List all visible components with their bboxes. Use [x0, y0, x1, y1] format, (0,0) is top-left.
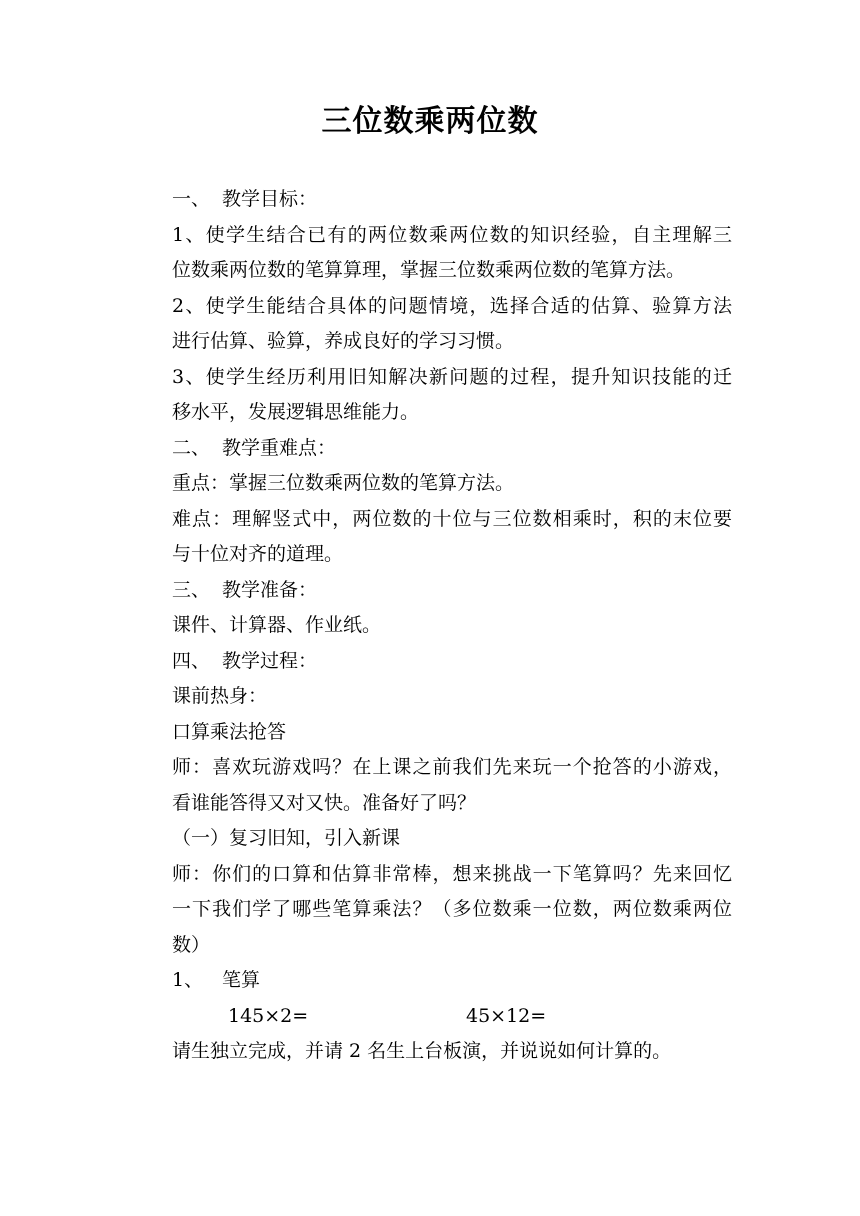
section-heading-text: 教学目标：	[222, 188, 318, 210]
key-point-line: 重点：掌握三位数乘两位数的笔算方法。	[172, 472, 515, 494]
section-heading-text: 教学过程：	[222, 649, 318, 672]
section-heading-process	[172, 644, 732, 680]
formula-1: 145×2=	[228, 1004, 309, 1027]
section-heading-key-points	[172, 431, 732, 467]
formula-row	[172, 999, 732, 1035]
oral-quiz-line: 口算乘法抢答	[172, 720, 287, 743]
document-body	[172, 182, 732, 1070]
section-number: 三、	[172, 578, 211, 601]
objective-1-line-2: 位数乘两位数的笔算算理，掌握三位数乘两位数的笔算方法。	[172, 259, 686, 281]
item-heading-written-calc	[172, 963, 732, 999]
objective-2-line-2: 进行估算、验算，养成良好的学习习惯。	[172, 330, 515, 352]
preparation-line: 课件、计算器、作业纸。	[172, 614, 382, 636]
objective-3-line-2: 移水平，发展逻辑思维能力。	[172, 401, 420, 423]
warm-up-line: 课前热身：	[172, 685, 268, 707]
section-number: 二、	[172, 436, 211, 459]
teacher-line-2a: 师：你们的口算和估算非常棒，想来挑战一下笔算吗？先来回忆	[172, 862, 732, 885]
teacher-line-2c: 数）	[172, 933, 211, 956]
task-line: 请生独立完成，并请 2 名生上台板演，并说说如何计算的。	[172, 1040, 672, 1062]
formula-2: 45×12=	[466, 1004, 547, 1027]
objective-2-line-1: 2、使学生能结合具体的问题情境，选择合适的估算、验算方法	[172, 294, 732, 317]
teacher-line-2b: 一下我们学了哪些笔算乘法？（多位数乘一位数，两位数乘两位	[172, 898, 732, 920]
section-heading-text: 教学重难点：	[222, 436, 337, 459]
item-heading-text: 笔算	[222, 969, 261, 991]
difficulty-line-1: 难点：理解竖式中，两位数的十位与三位数相乘时，积的末位要	[172, 507, 732, 530]
teacher-line-1b: 看谁能答得又对又快。准备好了吗？	[172, 791, 477, 814]
subsection-heading: （一）复习旧知，引入新课	[172, 827, 401, 849]
document-title: 三位数乘两位数	[321, 104, 539, 139]
section-heading-preparation	[172, 573, 732, 609]
section-number: 四、	[172, 649, 211, 672]
difficulty-line-2: 与十位对齐的道理。	[172, 543, 344, 565]
objective-1-line-1: 1、使学生结合已有的两位数乘两位数的知识经验，自主理解三	[172, 223, 732, 246]
section-heading-text: 教学准备：	[222, 578, 318, 601]
section-number: 一、	[172, 188, 211, 210]
section-heading-objectives	[172, 182, 732, 218]
teacher-line-1a: 师：喜欢玩游戏吗？在上课之前我们先来玩一个抢答的小游戏，	[172, 756, 732, 778]
objective-3-line-1: 3、使学生经历利用旧知解决新问题的过程，提升知识技能的迁	[172, 365, 732, 388]
item-number: 1、	[172, 969, 204, 991]
